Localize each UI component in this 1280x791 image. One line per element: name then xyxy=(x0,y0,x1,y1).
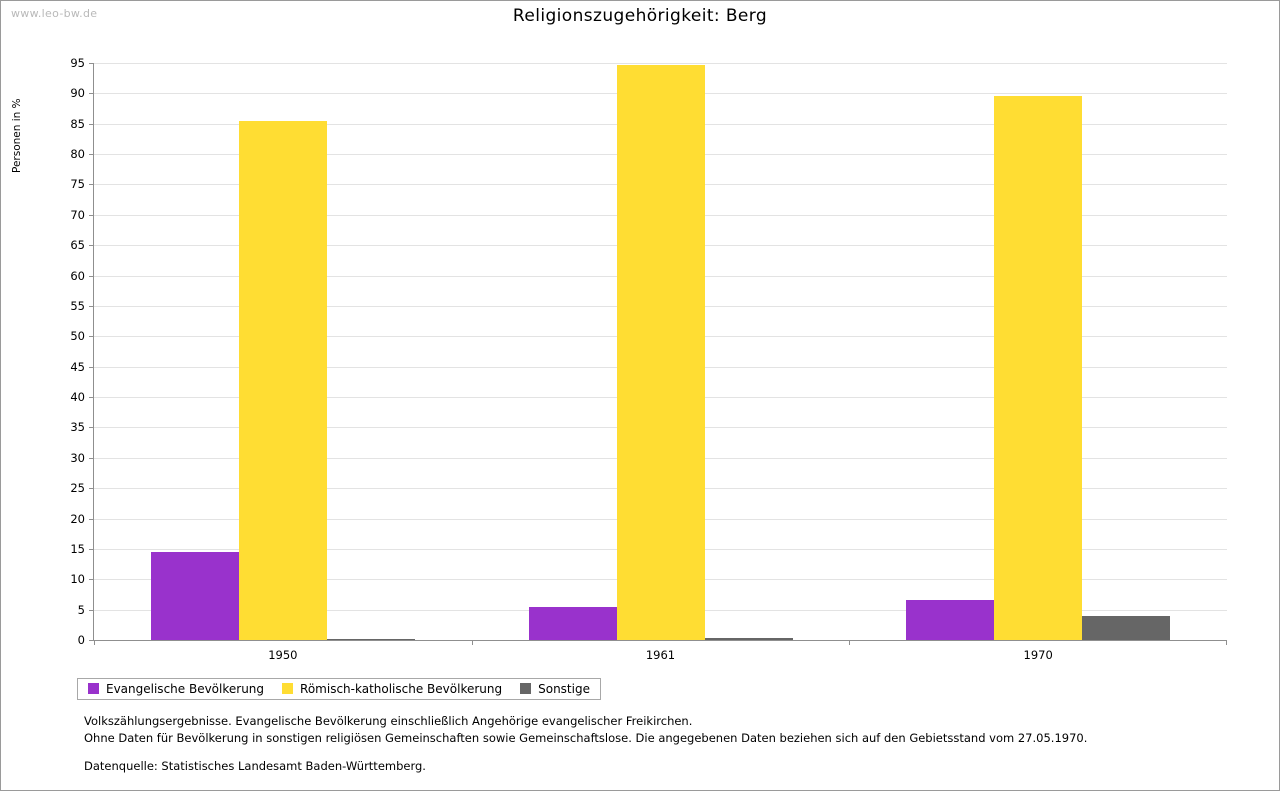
x-tick-label: 1970 xyxy=(1023,648,1053,662)
y-tick-label: 20 xyxy=(70,511,85,526)
y-tick-label: 70 xyxy=(70,207,85,222)
y-axis-label-text: Personen in % xyxy=(11,98,23,173)
legend-label: Evangelische Bevölkerung xyxy=(106,681,265,696)
watermark: www.leo-bw.de xyxy=(11,7,98,20)
y-tick-label: 15 xyxy=(70,541,85,556)
x-tick-mark xyxy=(94,640,95,645)
legend xyxy=(77,678,601,700)
y-tick-label: 40 xyxy=(70,390,85,405)
y-tick-mark xyxy=(89,215,94,216)
legend-entry[interactable] xyxy=(88,682,264,696)
y-tick-mark xyxy=(89,397,94,398)
legend-label: Römisch-katholische Bevölkerung xyxy=(300,681,503,696)
x-tick-label: 1961 xyxy=(645,648,676,662)
y-tick-mark xyxy=(89,427,94,428)
bar xyxy=(529,607,617,640)
footnote-line-2: Ohne Daten für Bevölkerung in sonstigen religiösen Gemeinschaften sowie Gemeinschaftslose. Die angegebenen Daten beziehen sich auf den Gebietsstand vom 27.05.1970. xyxy=(84,731,1088,745)
y-tick-mark xyxy=(89,519,94,520)
bar xyxy=(906,600,994,640)
y-tick-mark xyxy=(89,336,94,337)
x-tick-mark xyxy=(1226,640,1227,645)
plot-area xyxy=(94,63,1227,641)
bar xyxy=(1082,616,1170,640)
legend-swatch xyxy=(520,683,531,694)
y-tick-label: 5 xyxy=(77,602,85,617)
y-tick-label: 50 xyxy=(70,329,85,344)
bar xyxy=(617,65,705,640)
footnotes xyxy=(84,713,1087,775)
y-tick-label: 80 xyxy=(70,147,85,162)
y-tick-label: 95 xyxy=(70,56,85,70)
x-tick-label: 1950 xyxy=(268,648,298,662)
y-tick-mark xyxy=(89,154,94,155)
y-tick-label: 55 xyxy=(70,298,85,313)
legend-entry[interactable] xyxy=(520,682,590,696)
y-tick-label: 90 xyxy=(70,86,85,101)
y-tick-mark xyxy=(89,549,94,550)
y-tick-label: 60 xyxy=(70,268,85,283)
y-tick-mark xyxy=(89,306,94,307)
y-axis-label xyxy=(0,63,23,243)
y-tick-mark xyxy=(89,276,94,277)
bar xyxy=(705,638,793,640)
legend-swatch xyxy=(88,683,99,694)
x-tick-mark xyxy=(472,640,473,645)
y-tick-label: 85 xyxy=(70,116,85,131)
legend-entry[interactable] xyxy=(282,682,502,696)
footnote-source: Datenquelle: Statistisches Landesamt Baden-Württemberg. xyxy=(84,759,426,773)
bar xyxy=(994,96,1082,640)
x-axis-line xyxy=(94,640,1227,641)
y-tick-label: 30 xyxy=(70,450,85,465)
y-tick-label: 10 xyxy=(70,572,85,587)
footnote-line-1: Volkszählungsergebnisse. Evangelische Bevölkerung einschließlich Angehörige evangelischer Freikirchen. xyxy=(84,714,693,728)
bar xyxy=(327,639,415,640)
y-tick-mark xyxy=(89,245,94,246)
y-tick-mark xyxy=(89,610,94,611)
y-tick-mark xyxy=(89,458,94,459)
y-tick-label: 0 xyxy=(77,633,85,647)
y-tick-mark xyxy=(89,184,94,185)
legend-label: Sonstige xyxy=(538,681,590,696)
bar xyxy=(151,552,239,640)
y-tick-mark xyxy=(89,367,94,368)
y-tick-mark xyxy=(89,124,94,125)
y-tick-label: 45 xyxy=(70,359,85,374)
page-title: Religionszugehörigkeit: Berg xyxy=(512,6,768,26)
x-tick-mark xyxy=(849,640,850,645)
y-tick-label: 75 xyxy=(70,177,85,192)
y-tick-label: 25 xyxy=(70,481,85,496)
y-tick-mark xyxy=(89,63,94,64)
y-tick-label: 35 xyxy=(70,420,85,435)
y-tick-label: 65 xyxy=(70,238,85,253)
y-tick-mark xyxy=(89,93,94,94)
y-tick-mark xyxy=(89,579,94,580)
bar xyxy=(239,121,327,640)
y-tick-mark xyxy=(89,488,94,489)
legend-swatch xyxy=(282,683,293,694)
